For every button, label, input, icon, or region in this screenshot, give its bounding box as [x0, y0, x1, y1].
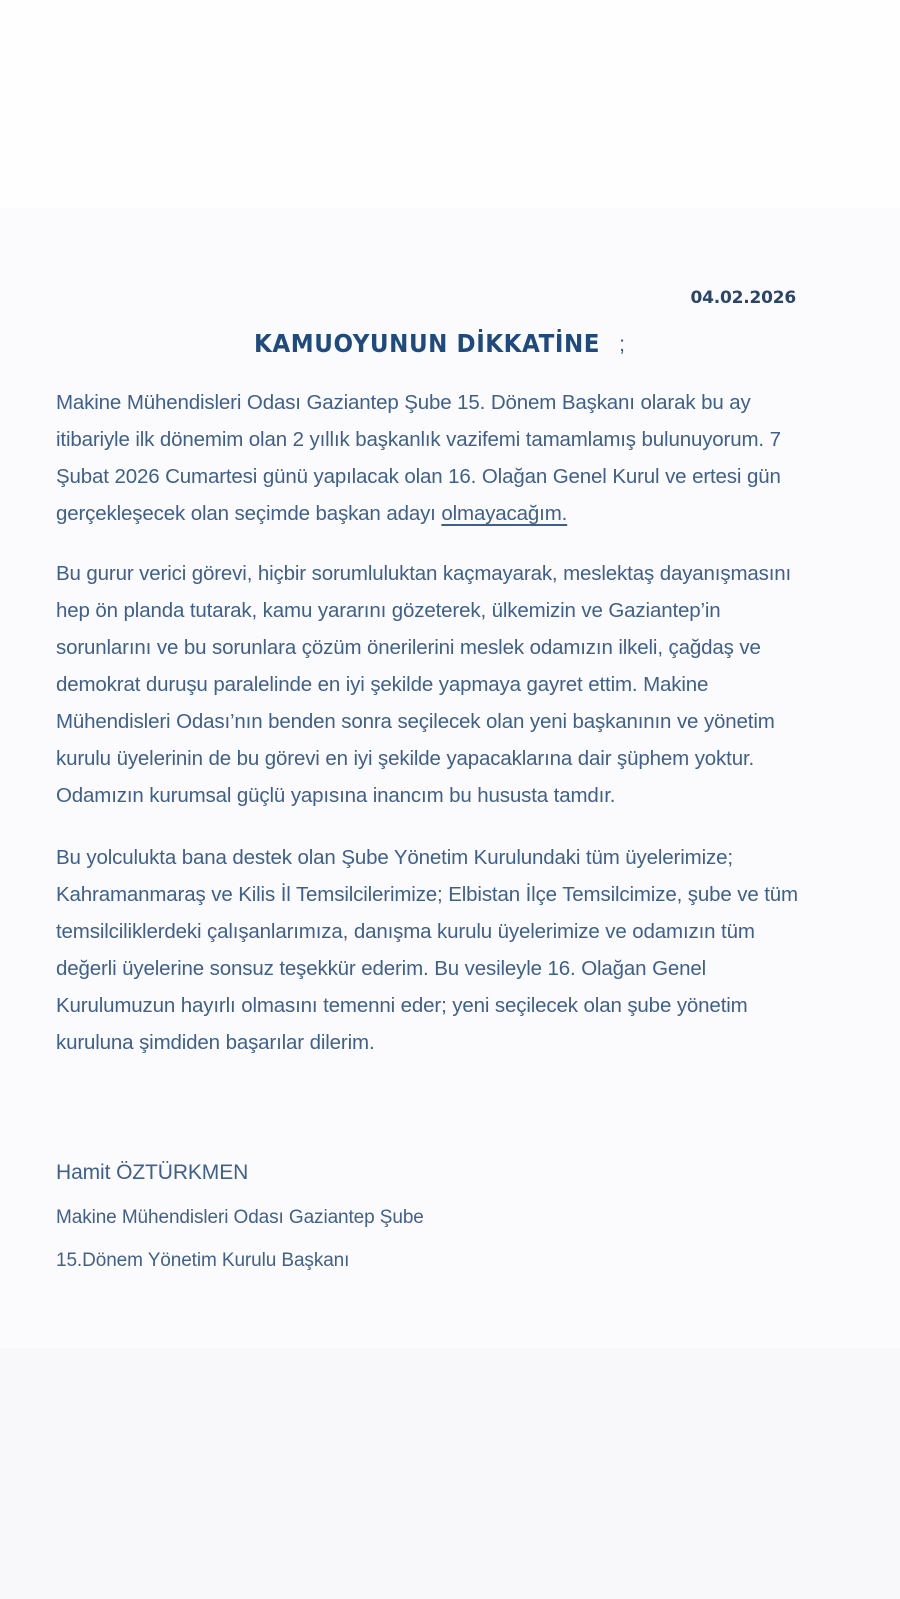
paragraph-2: Bu gurur verici görevi, hiçbir sorumluluktan kaçmayarak, meslektaş dayanışmasını hep ön planda tutarak, kamu yararını gözeterek, ülkemizin ve Gaziantep’in sorunlarını ve bu sorunlara çözüm önerilerini meslek odamızın ilkeli, çağdaş ve demokrat duruşu paralelinde en iyi şekilde yapmaya gayret ettim. Makine Mühendisleri Odası’nın benden sonra seçilecek olan yeni başkanının ve yönetim kurulu üyelerinin de bu görevi en iyi şekilde yapacaklarına dair şüphem yoktur. Odamızın kurumsal güçlü yapısına inancım bu hususta tamdır.	[56, 562, 792, 807]
signature-name: Hamit ÖZTÜRKMEN	[56, 1161, 249, 1184]
page-title-main: KAMUOYUNUN DİKKATİNE	[254, 329, 601, 358]
background-band-top	[0, 0, 900, 208]
document-date: 04.02.2026	[690, 288, 796, 308]
page-title-suffix: ;	[619, 333, 625, 356]
page-title	[56, 330, 808, 358]
paragraph-1	[56, 384, 808, 532]
paragraph-1-underlined-phrase: olmayacağım.	[441, 502, 568, 525]
paragraph-3: Bu yolculukta bana destek olan Şube Yönetim Kurulundaki tüm üyelerimize; Kahramanmaraş ve Kilis İl Temsilcilerimize; Elbistan İlçe Temsilcimize, şube ve tüm temsilciliklerdeki çalışanlarımıza, danışma kurulu üyelerimize ve odamızın tüm değerli üyelerine sonsuz teşekkür ederim. Bu vesileyle 16. Olağan Genel Kurulumuzun hayırlı olmasını temenni eder; yeni seçilecek olan şube yönetim kuruluna şimdiden başarılar dilerim.	[56, 846, 798, 1054]
signature-block	[56, 1160, 808, 1273]
paragraph-1-text: Makine Mühendisleri Odası Gaziantep Şube 15. Dönem Başkanı olarak bu ay itibariyle ilk dönemim olan 2 yıllık başkanlık vazifemi tamamlamış bulunuyorum. 7 Şubat 2026 Cumartesi günü yapılacak olan 16. Olağan Genel Kurul ve ertesi gün gerçekleşecek olan seçimde başkan adayı	[56, 391, 781, 525]
signature-title: 15.Dönem Yönetim Kurulu Başkanı	[56, 1250, 350, 1271]
background-band-bottom	[0, 1348, 900, 1599]
signature-organization: Makine Mühendisleri Odası Gaziantep Şube	[56, 1207, 424, 1229]
document-body	[56, 384, 808, 1061]
